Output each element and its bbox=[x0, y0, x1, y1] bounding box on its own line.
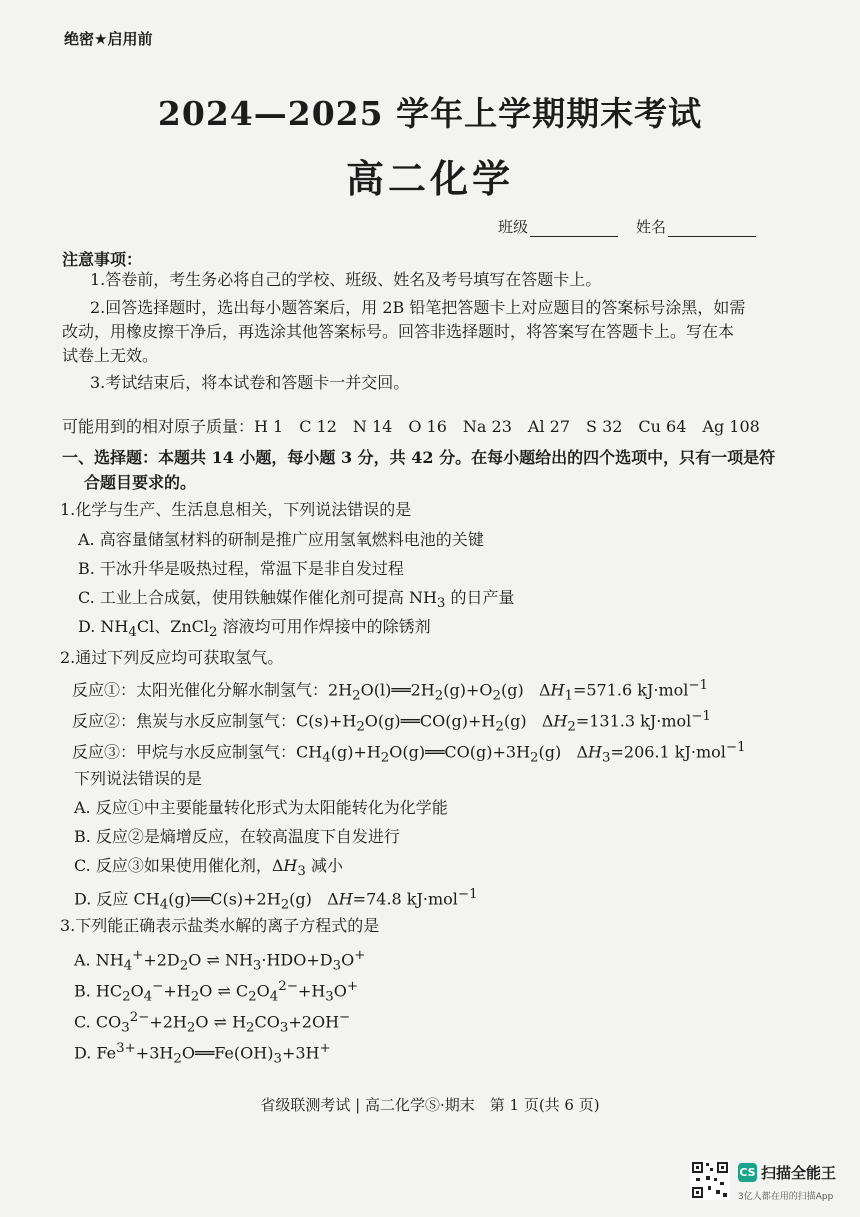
camscanner-name: 扫描全能王 bbox=[761, 1164, 837, 1182]
q2-question: 下列说法错误的是 bbox=[74, 769, 203, 788]
qr-code-icon bbox=[690, 1160, 730, 1200]
q2-option-a[interactable]: A. 反应①中主要能量转化形式为太阳能转化为化学能 bbox=[74, 798, 448, 817]
q3-stem: 3.下列能正确表示盐类水解的离子方程式的是 bbox=[60, 916, 380, 935]
q1-option-a[interactable]: A. 高容量储氢材料的研制是推广应用氢氧燃料电池的关键 bbox=[78, 530, 484, 549]
q1-option-b[interactable]: B. 干冰升华是吸热过程，常温下是非自发过程 bbox=[78, 559, 404, 578]
atomic-masses: 可能用到的相对原子质量：H 1 C 12 N 14 O 16 Na 23 Al 27 S 32 Cu 64 Ag 108 bbox=[62, 417, 760, 436]
section-1-heading: 一、选择题：本题共 14 小题，每小题 3 分，共 42 分。在每小题给出的四个选项中，只有一项是符 bbox=[62, 448, 776, 467]
camscanner-slogan: 3亿人都在用的扫描App bbox=[738, 1192, 834, 1202]
q2-option-d[interactable]: D. 反应 $CH_4(g)══C(s)+2H_2(g)$ ΔH=74.8 kJ·mol$^{-1}$ bbox=[74, 887, 478, 913]
q3-option-c[interactable]: C. $CO_3^{2-}+2H_2O$ ⇌ $H_2CO_3+2OH^-$ bbox=[74, 1010, 351, 1036]
class-label: 班级 bbox=[498, 218, 529, 236]
confidential-label: 绝密★启用前 bbox=[64, 30, 153, 48]
q3-option-b[interactable]: B. $HC_2O_4^-+H_2O$ ⇌ $C_2O_4^{2-}+H_3O^+$ bbox=[74, 979, 359, 1005]
q2-reaction-2: 反应②：焦炭与水反应制氢气：$C(s)+H_2O(g)══CO(g)+H_2(g)$ $\Delta H_2=131.3$ kJ·mol$^{-1}$ bbox=[72, 709, 711, 735]
q2-reaction-1: 反应①：太阳光催化分解水制氢气：$2H_2O(l)══2H_2(g)+O_2(g)$ $\Delta H_1=571.6$ kJ·mol$^{-1}$ bbox=[72, 678, 709, 704]
class-field[interactable] bbox=[498, 216, 618, 237]
name-label: 姓名 bbox=[636, 218, 667, 236]
name-field[interactable] bbox=[636, 216, 756, 237]
q1-stem: 1.化学与生产、生活息息相关，下列说法错误的是 bbox=[60, 500, 412, 519]
q1-option-d[interactable]: D. $NH_4Cl$、ZnCl$_2$ 溶液均可用作焊接中的除锈剂 bbox=[78, 617, 431, 641]
note-2: 2.回答选择题时，选出每小题答案后，用 2B 铅笔把答题卡上对应题目的答案标号涂黑，如需 bbox=[90, 298, 746, 317]
q1-option-c[interactable]: C. 工业上合成氨，使用铁触媒作催化剂可提高 $NH_3$ 的日产量 bbox=[78, 588, 515, 612]
q2-reaction-3: 反应③：甲烷与水反应制氢气：$CH_4(g)+H_2O(g)══CO(g)+3H_2(g)$ $\Delta H_3=206.1$ kJ·mol$^{-1}$ bbox=[72, 740, 746, 766]
q3-option-a[interactable]: A. $NH_4^++2D_2O$ ⇌ $NH_3\cdot HDO+D_3O^+$ bbox=[74, 948, 366, 974]
section-1-heading-cont: 合题目要求的。 bbox=[84, 473, 197, 492]
page-footer: 省级联测考试 | 高二化学Ⓢ·期末 第 1 页(共 6 页) bbox=[260, 1096, 600, 1114]
notes-heading: 注意事项： bbox=[62, 250, 143, 269]
exam-title: 2024—2025 学年上学期期末考试 bbox=[157, 94, 703, 133]
note-2-cont: 改动，用橡皮擦干净后，再选涂其他答案标号。回答非选择题时，将答案写在答题卡上。写在本 bbox=[62, 322, 735, 341]
note-3: 3.考试结束后，将本试卷和答题卡一并交回。 bbox=[90, 373, 410, 392]
note-2-end: 试卷上无效。 bbox=[62, 346, 159, 365]
note-1: 1.答卷前，考生务必将自己的学校、班级、姓名及考号填写在答题卡上。 bbox=[90, 270, 602, 289]
q3-option-d[interactable]: D. $Fe^{3+}+3H_2O══Fe(OH)_3+3H^+$ bbox=[74, 1041, 331, 1067]
class-blank[interactable] bbox=[530, 220, 618, 237]
q2-option-c[interactable]: C. 反应③如果使用催化剂，$\Delta H_3$ 减小 bbox=[74, 856, 343, 880]
q2-stem: 2.通过下列反应均可获取氢气。 bbox=[60, 648, 284, 667]
name-blank[interactable] bbox=[668, 220, 756, 237]
q2-option-b[interactable]: B. 反应②是熵增反应，在较高温度下自发进行 bbox=[74, 827, 400, 846]
camscanner-logo-icon: CS bbox=[738, 1163, 757, 1182]
exam-subject: 高二化学 bbox=[345, 156, 514, 201]
